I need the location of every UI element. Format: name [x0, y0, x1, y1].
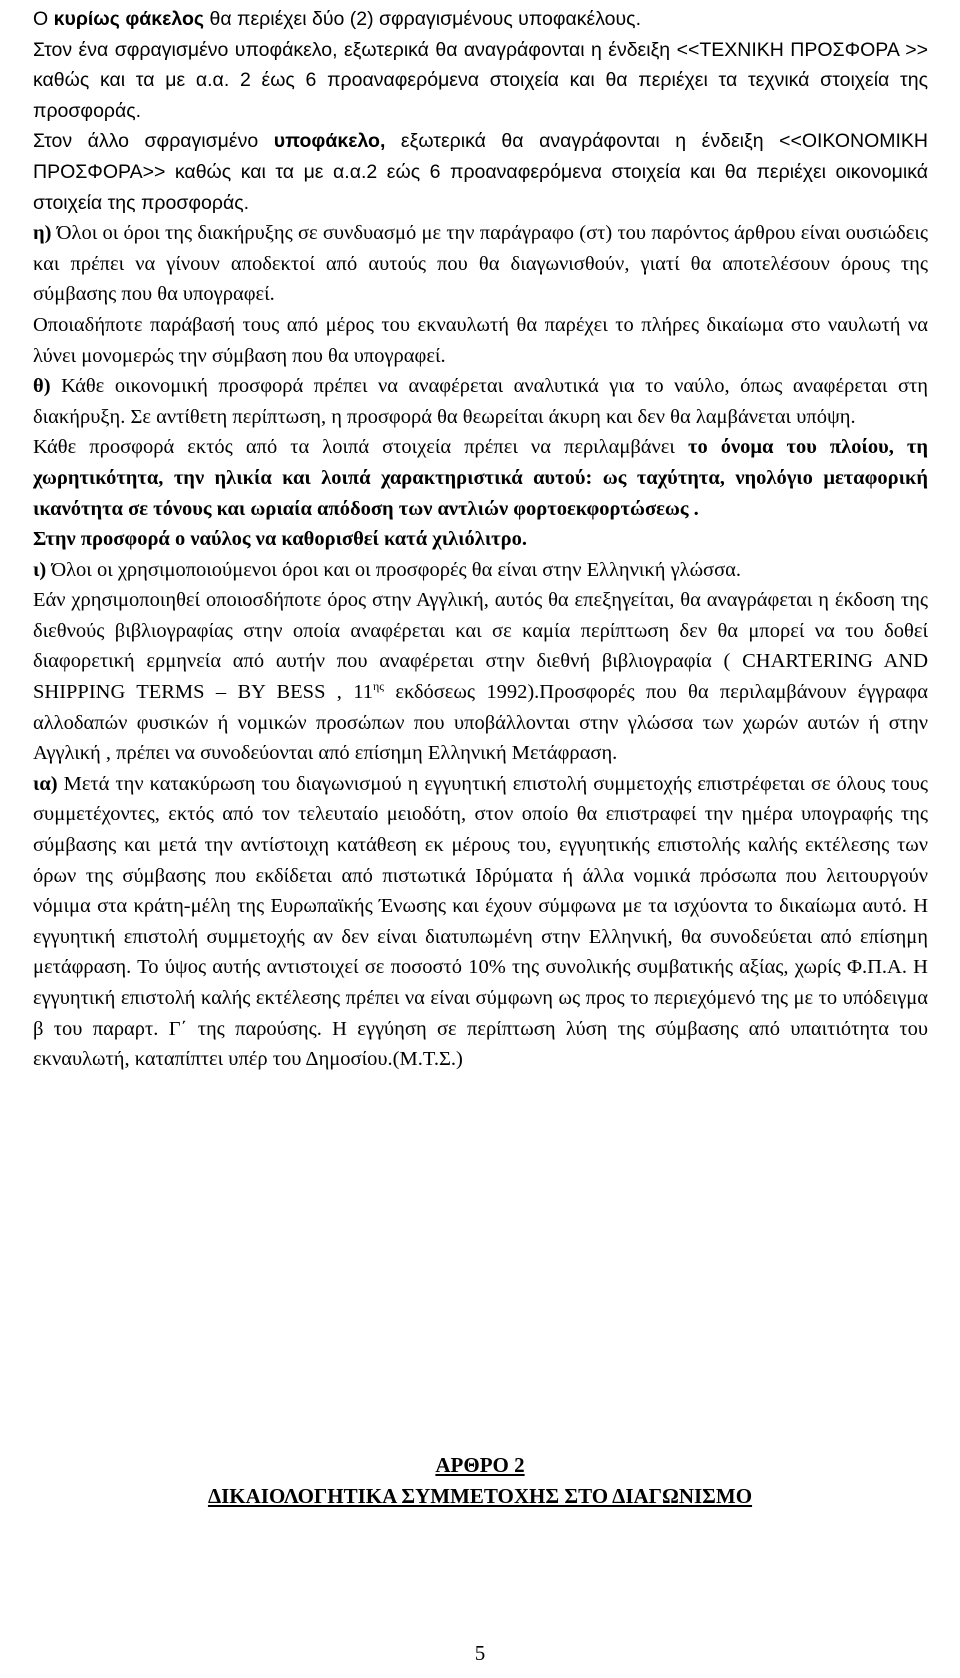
- text: Κάθε προσφορά εκτός από τα λοιπά στοιχεία πρέπει να περιλαμβάνει: [33, 436, 688, 459]
- text: Οποιαδήποτε παράβασή τους από μέρος του εκναυλωτή θα παρέχει το πλήρες δικαίωμα στο ναυλωτή να λύνει μονομερώς την σύμβαση που θα υπογραφεί.: [33, 313, 928, 367]
- text-english-terms: [33, 585, 928, 769]
- paragraph-theta: [33, 371, 928, 432]
- page-number: 5: [474, 1641, 486, 1665]
- text: Όλοι οι όροι της διακήρυξης σε συνδυασμό με την παράγραφο (στ) του παρόντος άρθρου είναι ουσιώδεις και πρέπει να γίνουν αποδεκτοί από αυτούς που θα διαγωνισθούν, γιατί θα αποτελέσουν όρους της σύμβασης που θα υπογραφεί.: [33, 222, 928, 306]
- paragraph-breach: [33, 310, 928, 371]
- superscript: ης: [373, 679, 385, 694]
- paragraph-iota-alpha: [33, 769, 928, 1075]
- paragraph-eta: [33, 218, 928, 310]
- text: Εάν χρησιμοποιηθεί οποιοσδήποτε όρος στην Αγγλική, αυτός θα επεξηγείται, θα αναγράφεται η έκδοση της διεθνούς βιβλιογραφίας στην οποία αναφέρεται και σε καμία περίπτωση δεν θα μπορεί να του δοθεί διαφορετική ερμηνεία από αυτήν που αναφέρεται στην διεθνή βιβλιογραφία ( CHARTERING AND SHIPPING TERMS – BY BESS , 11: [33, 589, 928, 704]
- text: Στον άλλο σφραγισμένο: [33, 130, 274, 153]
- text-technical-offer: Στον ένα σφραγισμένο υποφάκελο, εξωτερικά θα αναγράφονται η ένδειξη <<ΤΕΧΝΙΚΗ ΠΡΟΣΦΟΡΑ >> καθώς και τα με α.α. 2 έως 6 προαναφερόμενα στοιχεία και θα περιέχει τα τεχνικά στοιχεία της προσφοράς.: [33, 38, 928, 122]
- item-marker: ια): [33, 772, 58, 795]
- text: θα περιέχει δύο (2) σφραγισμένους υποφακέλους.: [204, 8, 641, 30]
- article-number: ΑΡΘΡΟ 2: [435, 1453, 525, 1477]
- item-marker: ι): [33, 558, 47, 581]
- text: εκδόσεως 1992).Προσφορές που θα περιλαμβάνουν έγγραφα αλλοδαπών φυσικών ή νομικών προσώπων που υποβάλλονται στην γλώσσα των χωρών αυτών ή στην Αγγλική , πρέπει να συνοδεύονται από επίσημη Ελληνική Μετάφραση.: [33, 681, 928, 765]
- paragraph-financial-envelope: [33, 126, 928, 218]
- article-title: ΔΙΚΑΙΟΛΟΓΗΤΙΚΑ ΣΥΜΜΕΤΟΧΗΣ ΣΤΟ ΔΙΑΓΩΝΙΣΜΟ: [207, 1484, 753, 1508]
- text: Όλοι οι χρησιμοποιούμενοι όροι και οι προσφορές θα είναι στην Ελληνική γλώσσα.: [46, 558, 742, 581]
- bold-text-freight: Στην προσφορά ο ναύλος να καθορισθεί κατά χιλιόλιτρο.: [33, 528, 527, 551]
- bold-text: κυρίως φάκελος: [53, 8, 205, 30]
- item-marker: θ): [33, 375, 51, 398]
- text: Κάθε οικονομική προσφορά πρέπει να αναφέρεται αναλυτικά για το ναύλο, όπως αναφέρεται στη διακήρυξη. Σε αντίθετη περίπτωση, η προσφορά θα θεωρείται άκυρη και δεν θα λαμβάνεται υπόψη.: [33, 375, 928, 428]
- bold-text: το όνομα του πλοίου, τη χωρητικότητα, την ηλικία και λοιπά χαρακτηριστικά αυτού: ως ταχύτητα, νηολόγιο μεταφορική ικανότητα σε τόνους και ωριαία απόδοση των αντλιών φορτοεκφορτώσεως .: [33, 436, 928, 520]
- bold-text: υποφάκελο,: [273, 130, 386, 153]
- paragraph-main-envelope: [33, 4, 928, 126]
- item-marker: η): [33, 222, 52, 245]
- body-text: [33, 4, 928, 1075]
- paragraph-iota: [33, 555, 928, 769]
- text: Ο: [33, 8, 54, 30]
- text: Μετά την κατακύρωση του διαγωνισμού η εγγυητική επιστολή συμμετοχής επιστρέφεται σε όλους τους συμμετέχοντες, εκτός από τον τελευταίο μειοδότη, στον οποίο θα επιστραφεί την ημέρα υπογραφής της σύμβασης και μετά την αντίστοιχη κατάθεση εκ μέρους του, εγγυητικής επιστολής καλής εκτέλεσης των όρων της σύμβασης που εκδίδεται από πιστωτικά Ιδρύματα ή άλλα νομικά πρόσωπα που λειτουργούν νόμιμα στα κράτη-μέλη της Ευρωπαϊκής Ένωσης και έχουν σύμφωνα με τα ισχύοντα το δικαίωμα αυτό. Η εγγυητική επιστολή συμμετοχής αν δεν είναι διατυπωμένη στην Ελληνική, θα συνοδεύεται από επίσημη μετάφραση. Το ύψος αυτής αντιστοιχεί σε ποσοστό 10% της συνολικής συμβατικής αξίας, χωρίς Φ.Π.Α. Η εγγυητική επιστολή καλής εκτέλεσης πρέπει να είναι σύμφωνη ως προς το περιεχόμενό της με το υπόδειγμα β του παραρτ. Γ΄ της παρούσης. Η εγγύηση σε περίπτωση λύση της σύμβασης από υπαιτιότητα του εκναυλωτή, καταπίπτει υπέρ του Δημοσίου.(Μ.Τ.Σ.): [33, 772, 928, 1071]
- paragraph-offer-contents: [33, 432, 928, 554]
- text: εξωτερικά θα αναγράφονται η ένδειξη <<ΟΙΚΟΝΟΜΙΚΗ ΠΡΟΣΦΟΡΑ>> καθώς και τα με α.α.2 εώς 6 προαναφερόμενα στοιχεία και θα περιέχει οικονομικά στοιχεία της προσφοράς.: [33, 130, 929, 214]
